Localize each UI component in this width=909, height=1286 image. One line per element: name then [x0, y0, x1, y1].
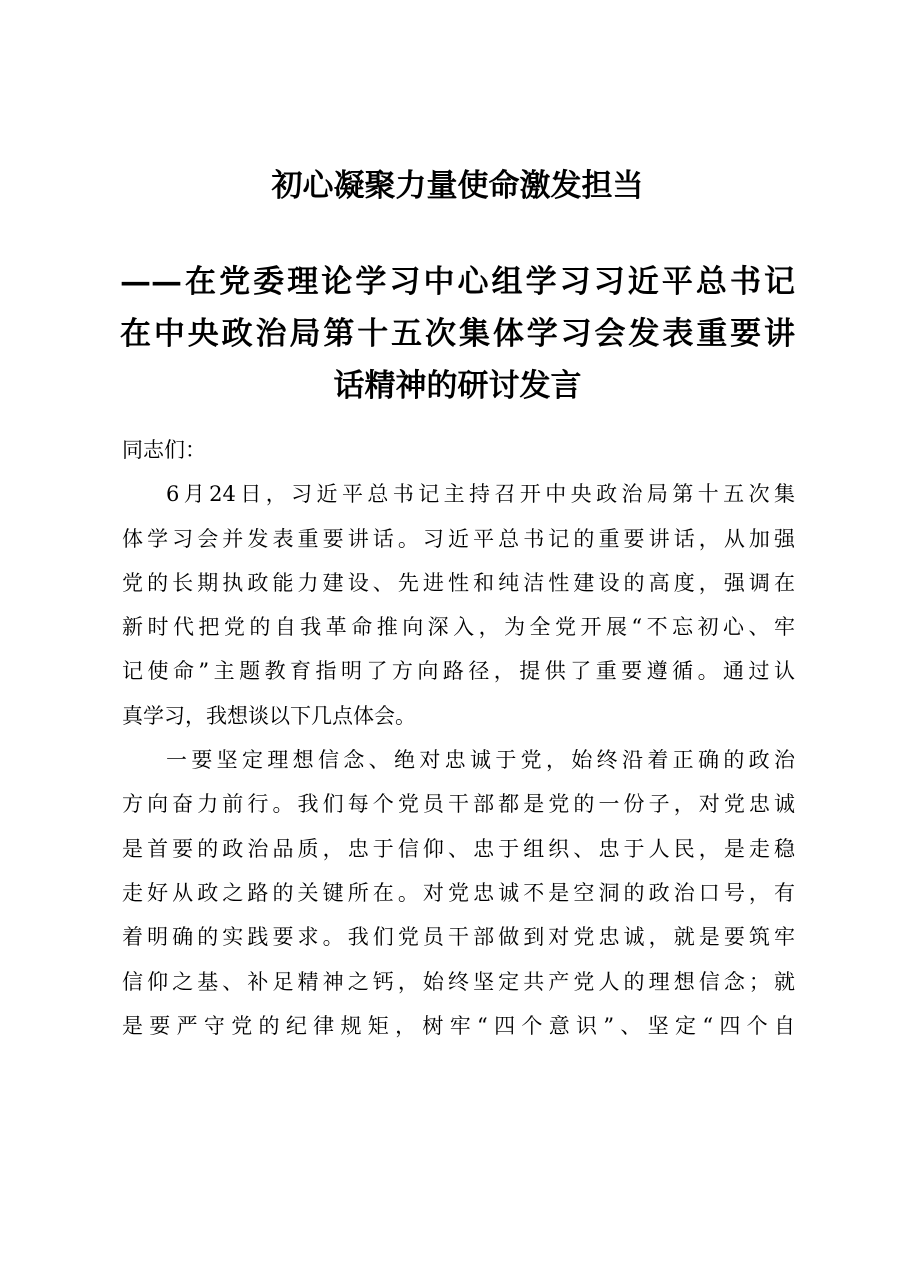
paragraph-line: 记使命”主题教育指明了方向路径，提供了重要遵循。通过认 — [122, 659, 795, 684]
document-subtitle — [120, 256, 795, 412]
salutation: 同志们： — [122, 438, 206, 462]
paragraph-2 — [122, 738, 795, 1048]
paragraph-line: 体学习会并发表重要讲话。习近平总书记的重要讲话，从加强 — [122, 526, 795, 551]
paragraph-line: 是首要的政治品质，忠于信仰、忠于组织、忠于人民，是走稳 — [122, 836, 795, 861]
paragraph-line: 6月24日，习近平总书记主持召开中央政治局第十五次集 — [166, 482, 795, 507]
paragraph-line: 着明确的实践要求。我们党员干部做到对党忠诚，就是要筑牢 — [122, 925, 795, 950]
paragraph-line: 方向奋力前行。我们每个党员干部都是党的一份子，对党忠诚 — [122, 792, 795, 817]
paragraph-line: 信仰之基、补足精神之钙，始终坚定共产党人的理想信念；就 — [122, 969, 795, 994]
document-title: 初心凝聚力量使命激发担当 — [271, 168, 644, 204]
paragraph-1 — [122, 472, 795, 738]
paragraph-line: 是要严守党的纪律规矩，树牢“四个意识”、坚定“四个自 — [122, 1013, 795, 1038]
document-body — [122, 428, 795, 1048]
paragraph-line: 新时代把党的自我革命推向深入，为全党开展“不忘初心、牢 — [122, 615, 795, 640]
paragraph-line: 真学习，我想谈以下几点体会。 — [122, 703, 416, 728]
paragraph-line: 党的长期执政能力建设、先进性和纯洁性建设的高度，强调在 — [122, 570, 795, 595]
paragraph-line: 一要坚定理想信念、绝对忠诚于党，始终沿着正确的政治 — [166, 748, 795, 773]
paragraph-line: 走好从政之路的关键所在。对党忠诚不是空洞的政治口号，有 — [122, 880, 795, 905]
subtitle-line: ——在党委理论学习中心组学习习近平总书记 — [120, 264, 795, 300]
subtitle-line: 在中央政治局第十五次集体学习会发表重要讲 — [120, 316, 795, 352]
subtitle-line: 话精神的研讨发言 — [333, 368, 582, 404]
